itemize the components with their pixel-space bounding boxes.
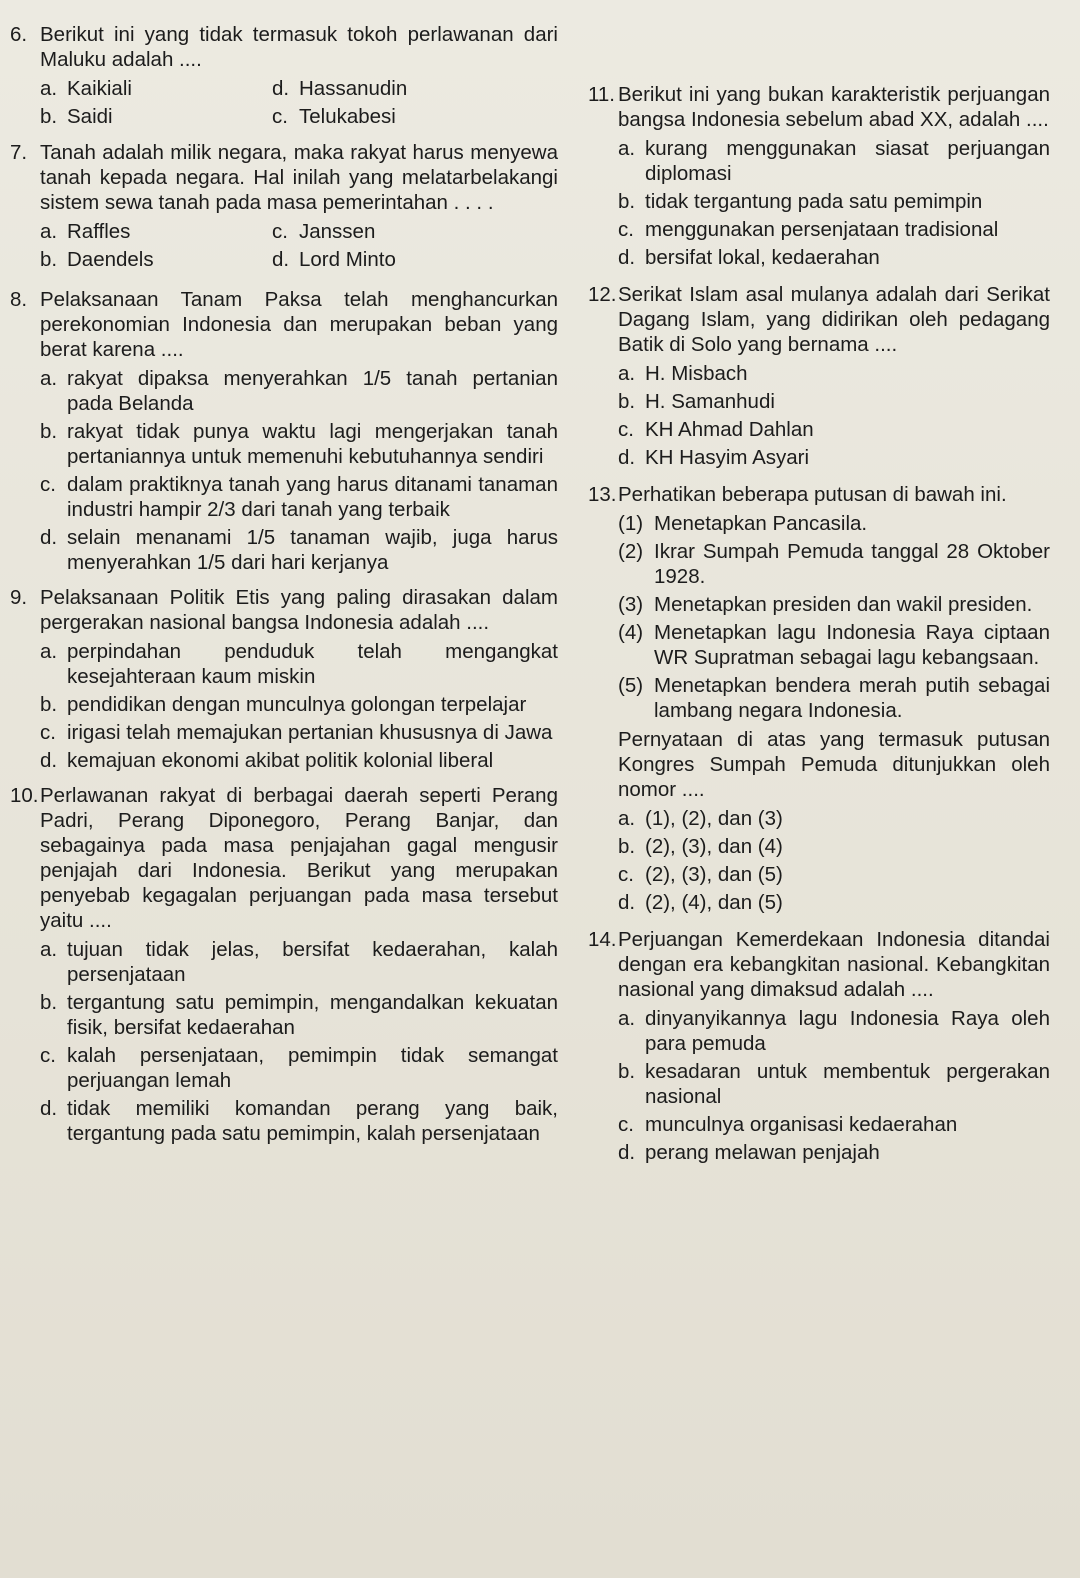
option-letter: c.	[618, 218, 634, 241]
question-text: Pelaksanaan Tanam Paksa telah menghancurkan perekonomian Indonesia dan merupakan beban yang berat karena ....	[40, 288, 558, 361]
option-text: munculnya organisasi kedaerahan	[645, 1113, 958, 1136]
option-c	[40, 720, 558, 745]
option-letter: a.	[40, 938, 58, 961]
option-d	[272, 76, 558, 101]
option-text: Kaikiali	[67, 77, 132, 100]
option-c	[40, 472, 558, 522]
question-text: Berikut ini yang bukan karakteristik perjuangan bangsa Indonesia sebelum abad XX, adalah ....	[618, 83, 1050, 131]
question-number: 6.	[10, 23, 28, 46]
option-letter: b.	[618, 835, 636, 858]
option-letter: b.	[618, 1060, 636, 1083]
option-text: Daendels	[67, 248, 154, 271]
option-c	[618, 862, 1050, 887]
option-a	[618, 806, 1050, 831]
option-c	[618, 417, 1050, 442]
option-d	[40, 748, 558, 773]
option-b	[618, 834, 1050, 859]
option-letter: d.	[40, 749, 58, 772]
question-text: Perjuangan Kemerdekaan Indonesia ditandai dengan era kebangkitan nasional. Kebangkitan nasional yang dimaksud adalah ....	[618, 928, 1050, 1001]
options	[618, 806, 1050, 915]
option-letter: b.	[40, 693, 58, 716]
question-number: 14.	[588, 928, 617, 951]
option-text: H. Misbach	[645, 362, 748, 385]
option-letter: a.	[618, 137, 636, 160]
statement-text: Menetapkan Pancasila.	[654, 512, 868, 535]
option-c	[618, 1112, 1050, 1137]
statement-number: (5)	[618, 674, 644, 697]
left-column	[10, 22, 558, 1152]
option-text: menggunakan persenjataan tradisional	[645, 218, 999, 241]
option-d	[40, 1096, 558, 1146]
option-text: selain menanami 1/5 tanaman wajib, juga harus menyerahkan 1/5 dari hari kerjanya	[67, 526, 558, 574]
option-text: perang melawan penjajah	[645, 1141, 880, 1164]
option-d	[618, 890, 1050, 915]
statement-1	[618, 511, 1050, 536]
option-a	[40, 937, 558, 987]
option-letter: d.	[272, 77, 290, 100]
statement-number: (4)	[618, 621, 644, 644]
question-14	[588, 927, 1050, 1165]
statement-2	[618, 539, 1050, 589]
statement-number: (2)	[618, 540, 644, 563]
option-text: pendidikan dengan munculnya golongan terpelajar	[67, 693, 527, 716]
options	[40, 366, 558, 575]
statement-text: Menetapkan bendera merah putih sebagai lambang negara Indonesia.	[654, 674, 1050, 722]
option-d	[618, 445, 1050, 470]
option-text: (2), (4), dan (5)	[645, 891, 783, 914]
question-12	[588, 282, 1050, 470]
option-letter: b.	[40, 105, 58, 128]
option-letter: a.	[40, 640, 58, 663]
statement-text: Menetapkan lagu Indonesia Raya ciptaan WR Supratman sebagai lagu kebangsaan.	[654, 621, 1050, 669]
question-number: 11.	[588, 83, 615, 106]
option-letter: b.	[618, 390, 636, 413]
option-b	[618, 389, 1050, 414]
option-text: Janssen	[299, 220, 376, 243]
question-9	[10, 585, 558, 773]
options	[40, 937, 558, 1146]
statement-number: (3)	[618, 593, 644, 616]
option-text: (2), (3), dan (5)	[645, 863, 783, 886]
option-c	[40, 1043, 558, 1093]
option-letter: d.	[40, 1097, 58, 1120]
option-letter: d.	[40, 526, 58, 549]
option-letter: a.	[618, 362, 636, 385]
option-text: (1), (2), dan (3)	[645, 807, 783, 830]
question-number: 8.	[10, 288, 28, 311]
options	[618, 1006, 1050, 1165]
question-number: 13.	[588, 483, 617, 506]
option-d	[40, 525, 558, 575]
option-a	[618, 361, 1050, 386]
option-letter: a.	[40, 220, 58, 243]
option-c	[618, 217, 1050, 242]
question-8	[10, 287, 558, 575]
question-text: Perhatikan beberapa putusan di bawah ini.	[618, 483, 1007, 506]
statements	[618, 511, 1050, 723]
question-6	[10, 22, 558, 132]
question-number: 7.	[10, 141, 28, 164]
option-text: tidak memiliki komandan perang yang baik, tergantung pada satu pemimpin, kalah persenjataan	[67, 1097, 558, 1145]
option-letter: b.	[618, 190, 636, 213]
option-letter: d.	[618, 246, 636, 269]
option-text: bersifat lokal, kedaerahan	[645, 246, 880, 269]
question-number: 9.	[10, 586, 28, 609]
option-a	[40, 76, 262, 101]
option-b	[40, 419, 558, 469]
option-letter: a.	[618, 807, 636, 830]
option-text: (2), (3), dan (4)	[645, 835, 783, 858]
option-text: dalam praktiknya tanah yang harus ditanami tanaman industri hampir 2/3 dari tanah yang terbaik	[67, 473, 558, 521]
question-number: 12.	[588, 283, 617, 306]
statement-number: (1)	[618, 512, 644, 535]
statement-3	[618, 592, 1050, 617]
option-text: kalah persenjataan, pemimpin tidak semangat perjuangan lemah	[67, 1044, 558, 1092]
option-letter: c.	[618, 863, 634, 886]
option-letter: a.	[40, 367, 58, 390]
options	[40, 639, 558, 773]
statement-5	[618, 673, 1050, 723]
option-text: Lord Minto	[299, 248, 396, 271]
option-c	[272, 219, 558, 244]
option-a	[618, 136, 1050, 186]
option-letter: d.	[272, 248, 290, 271]
question-text: Perlawanan rakyat di berbagai daerah seperti Perang Padri, Perang Diponegoro, Perang Banjar, dan sebagainya pada masa penjajahan gagal mengusir penjajah dari Indonesia. Berikut yang merupakan penyebab kegagalan perjuangan pada masa tersebut yaitu ....	[40, 784, 558, 932]
question-10	[10, 783, 558, 1146]
option-letter: c.	[40, 473, 56, 496]
options	[618, 361, 1050, 470]
options	[40, 76, 558, 132]
question-text: Serikat Islam asal mulanya adalah dari Serikat Dagang Islam, yang didirikan oleh pedagang Batik di Solo yang bernama ....	[618, 283, 1050, 356]
statement-text: Ikrar Sumpah Pemuda tanggal 28 Oktober 1928.	[654, 540, 1050, 588]
question-7	[10, 140, 558, 275]
option-a	[618, 1006, 1050, 1056]
option-b	[618, 189, 1050, 214]
question-number: 10.	[10, 784, 39, 807]
option-text: H. Samanhudi	[645, 390, 775, 413]
option-text: tidak tergantung pada satu pemimpin	[645, 190, 983, 213]
option-text: Saidi	[67, 105, 113, 128]
question-text: Pelaksanaan Politik Etis yang paling dirasakan dalam pergerakan nasional bangsa Indonesia adalah ....	[40, 586, 558, 634]
option-b	[40, 247, 262, 272]
option-text: kurang menggunakan siasat perjuangan diplomasi	[645, 137, 1050, 185]
option-letter: b.	[40, 420, 58, 443]
option-text: Raffles	[67, 220, 131, 243]
options	[40, 219, 558, 275]
question-13	[588, 482, 1050, 915]
statement-text: Menetapkan presiden dan wakil presiden.	[654, 593, 1033, 616]
option-d	[618, 245, 1050, 270]
option-a	[40, 639, 558, 689]
question-11	[588, 82, 1050, 270]
option-b	[618, 1059, 1050, 1109]
option-text: KH Hasyim Asyari	[645, 446, 810, 469]
question-followup-text: Pernyataan di atas yang termasuk putusan Kongres Sumpah Pemuda ditunjukkan oleh nomor ....	[618, 728, 1050, 801]
option-text: Telukabesi	[299, 105, 396, 128]
option-text: tergantung satu pemimpin, mengandalkan kekuatan fisik, bersifat kedaerahan	[67, 991, 558, 1039]
statement-4	[618, 620, 1050, 670]
option-letter: d.	[618, 446, 636, 469]
option-d	[618, 1140, 1050, 1165]
options	[618, 136, 1050, 270]
option-c	[272, 104, 558, 129]
option-letter: d.	[618, 1141, 636, 1164]
option-letter: c.	[40, 1044, 56, 1067]
option-text: rakyat dipaksa menyerahkan 1/5 tanah pertanian pada Belanda	[67, 367, 558, 415]
option-letter: a.	[618, 1007, 636, 1030]
option-letter: c.	[618, 1113, 634, 1136]
option-letter: c.	[618, 418, 634, 441]
option-text: Hassanudin	[299, 77, 408, 100]
option-a	[40, 366, 558, 416]
option-b	[40, 692, 558, 717]
option-text: KH Ahmad Dahlan	[645, 418, 814, 441]
option-text: dinyanyikannya lagu Indonesia Raya oleh para pemuda	[645, 1007, 1050, 1055]
option-b	[40, 990, 558, 1040]
option-b	[40, 104, 262, 129]
option-letter: b.	[40, 991, 58, 1014]
option-text: kemajuan ekonomi akibat politik kolonial liberal	[67, 749, 494, 772]
option-text: tujuan tidak jelas, bersifat kedaerahan, kalah persenjataan	[67, 938, 558, 986]
option-letter: c.	[272, 105, 288, 128]
option-letter: c.	[40, 721, 56, 744]
option-text: irigasi telah memajukan pertanian khususnya di Jawa	[67, 721, 553, 744]
option-text: perpindahan penduduk telah mengangkat kesejahteraan kaum miskin	[67, 640, 558, 688]
question-text: Tanah adalah milik negara, maka rakyat harus menyewa tanah kepada negara. Hal inilah yang melatarbelakangi sistem sewa tanah pada masa pemerintahan . . . .	[40, 141, 558, 214]
question-text: Berikut ini yang tidak termasuk tokoh perlawanan dari Maluku adalah ....	[40, 23, 558, 71]
option-text: rakyat tidak punya waktu lagi mengerjakan tanah pertaniannya untuk memenuhi kebutuhannya sendiri	[67, 420, 558, 468]
option-d	[272, 247, 558, 272]
option-a	[40, 219, 262, 244]
option-letter: c.	[272, 220, 288, 243]
option-text: kesadaran untuk membentuk pergerakan nasional	[645, 1060, 1050, 1108]
option-letter: a.	[40, 77, 58, 100]
option-letter: d.	[618, 891, 636, 914]
option-letter: b.	[40, 248, 58, 271]
right-column	[588, 82, 1050, 1171]
